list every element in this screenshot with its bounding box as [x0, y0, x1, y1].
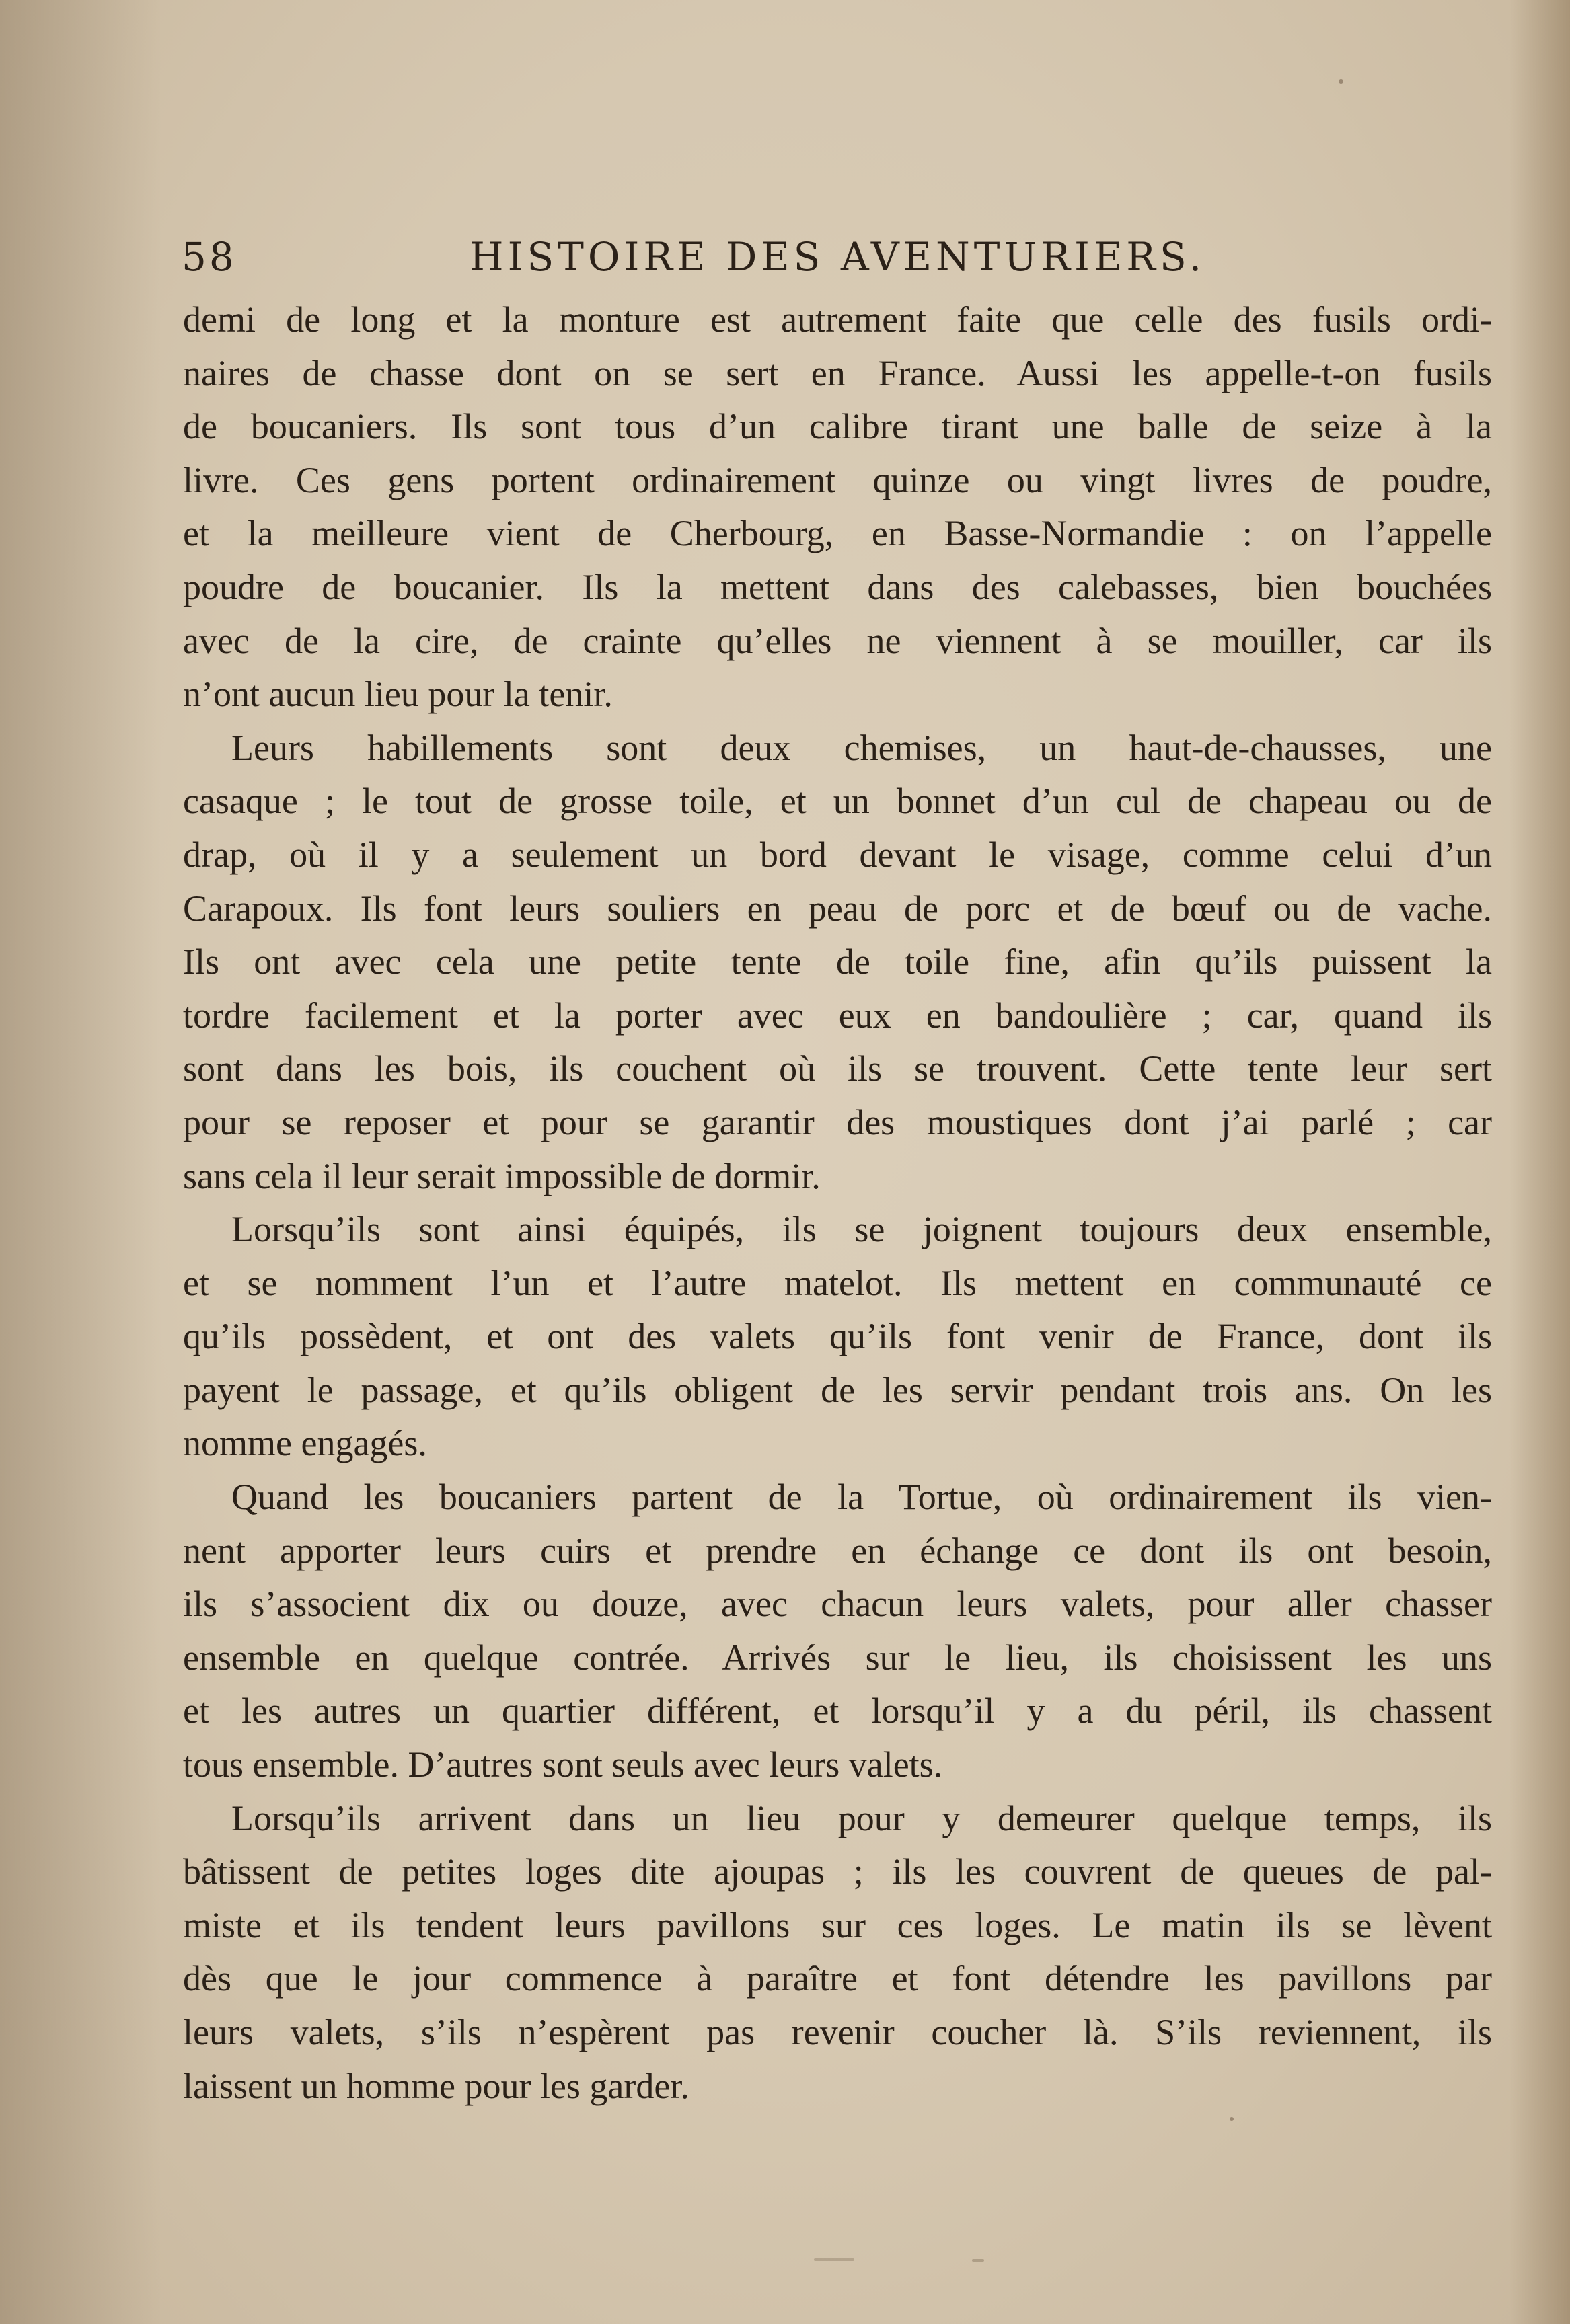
text-line: n’ont aucun lieu pour la tenir. — [183, 674, 613, 715]
text-line: miste et ils tendent leurs pavillons sur ces loges. Le matin ils se lèvent — [183, 1904, 1492, 1945]
text-line: Ils ont avec cela une petite tente de toile fine, afin qu’ils puissent la — [183, 941, 1492, 982]
text-line: qu’ils possèdent, et ont des valets qu’ils font venir de France, dont ils — [183, 1316, 1492, 1357]
text-line: Lorsqu’ils arrivent dans un lieu pour y demeurer quelque temps, ils — [231, 1797, 1492, 1838]
text-line: dès que le jour commence à paraître et font détendre les pavillons par — [183, 1958, 1492, 1999]
text-line: nent apporter leurs cuirs et prendre en échange ce dont ils ont besoin, — [183, 1530, 1492, 1571]
text-line: pour se reposer et pour se garantir des moustiques dont j’ai parlé ; car — [183, 1101, 1492, 1142]
paper-speck — [972, 2259, 984, 2262]
text-line: leurs valets, s’ils n’espèrent pas revenir coucher là. S’ils reviennent, ils — [183, 2012, 1492, 2052]
paper-speck — [1339, 79, 1343, 84]
page-edge — [1509, 0, 1570, 2324]
page-number: 58 — [182, 234, 237, 280]
text-line: demi de long et la monture est autrement faite que celle des fusils ordi- — [183, 299, 1492, 340]
text-line: Carapoux. Ils font leurs souliers en peau de porc et de bœuf ou de vache. — [183, 888, 1492, 929]
text-line: sans cela il leur serait impossible de dormir. — [183, 1155, 821, 1196]
text-line: casaque ; le tout de grosse toile, et un bonnet d’un cul de chapeau ou de — [183, 781, 1492, 822]
text-line: livre. Ces gens portent ordinairement quinze ou vingt livres de poudre, — [183, 459, 1492, 500]
text-line: drap, où il y a seulement un bord devant le visage, comme celui d’un — [183, 834, 1492, 875]
text-line: bâtissent de petites loges dite ajoupas ; ils les couvrent de queues de pal- — [183, 1851, 1492, 1892]
text-line: tous ensemble. D’autres sont seuls avec leurs valets. — [183, 1744, 943, 1785]
text-line: nomme engagés. — [183, 1423, 427, 1464]
text-line: et la meilleure vient de Cherbourg, en Basse-Normandie : on l’appelle — [183, 513, 1492, 554]
paper-speck — [814, 2258, 854, 2261]
text-line: et les autres un quartier différent, et lorsqu’il y a du péril, ils chassent — [183, 1691, 1492, 1732]
text-line: sont dans les bois, ils couchent où ils se trouvent. Cette tente leur sert — [183, 1048, 1492, 1089]
text-line: de boucaniers. Ils sont tous d’un calibre tirant une balle de seize à la — [183, 406, 1492, 447]
gutter-shadow — [0, 0, 161, 2324]
paper-speck — [1230, 2117, 1234, 2121]
text-line: naires de chasse dont on se sert en France. Aussi les appelle-t-on fusils — [183, 352, 1492, 393]
text-line: Lorsqu’ils sont ainsi équipés, ils se joignent toujours deux ensemble, — [231, 1209, 1492, 1250]
text-line: Quand les boucaniers partent de la Tortue, où ordinairement ils vien- — [231, 1477, 1492, 1518]
text-line: laissent un homme pour les garder. — [183, 2065, 689, 2106]
text-line: et se nomment l’un et l’autre matelot. Ils mettent en communauté ce — [183, 1262, 1492, 1303]
text-line: ensemble en quelque contrée. Arrivés sur le lieu, ils choisissent les uns — [183, 1637, 1492, 1678]
text-line: payent le passage, et qu’ils obligent de les servir pendant trois ans. On les — [183, 1369, 1492, 1410]
text-line: poudre de boucanier. Ils la mettent dans des calebasses, bien bouchées — [183, 566, 1492, 607]
text-line: tordre facilement et la porter avec eux en bandoulière ; car, quand ils — [183, 995, 1492, 1036]
text-line: ils s’associent dix ou douze, avec chacun leurs valets, pour aller chasser — [183, 1584, 1492, 1625]
text-line: avec de la cire, de crainte qu’elles ne viennent à se mouiller, car ils — [183, 620, 1492, 661]
body-text — [183, 293, 1492, 2113]
running-title: HISTOIRE DES AVENTURIERS. — [470, 234, 1206, 280]
text-line: Leurs habillements sont deux chemises, un haut-de-chausses, une — [231, 727, 1492, 768]
page-header — [182, 234, 1493, 288]
